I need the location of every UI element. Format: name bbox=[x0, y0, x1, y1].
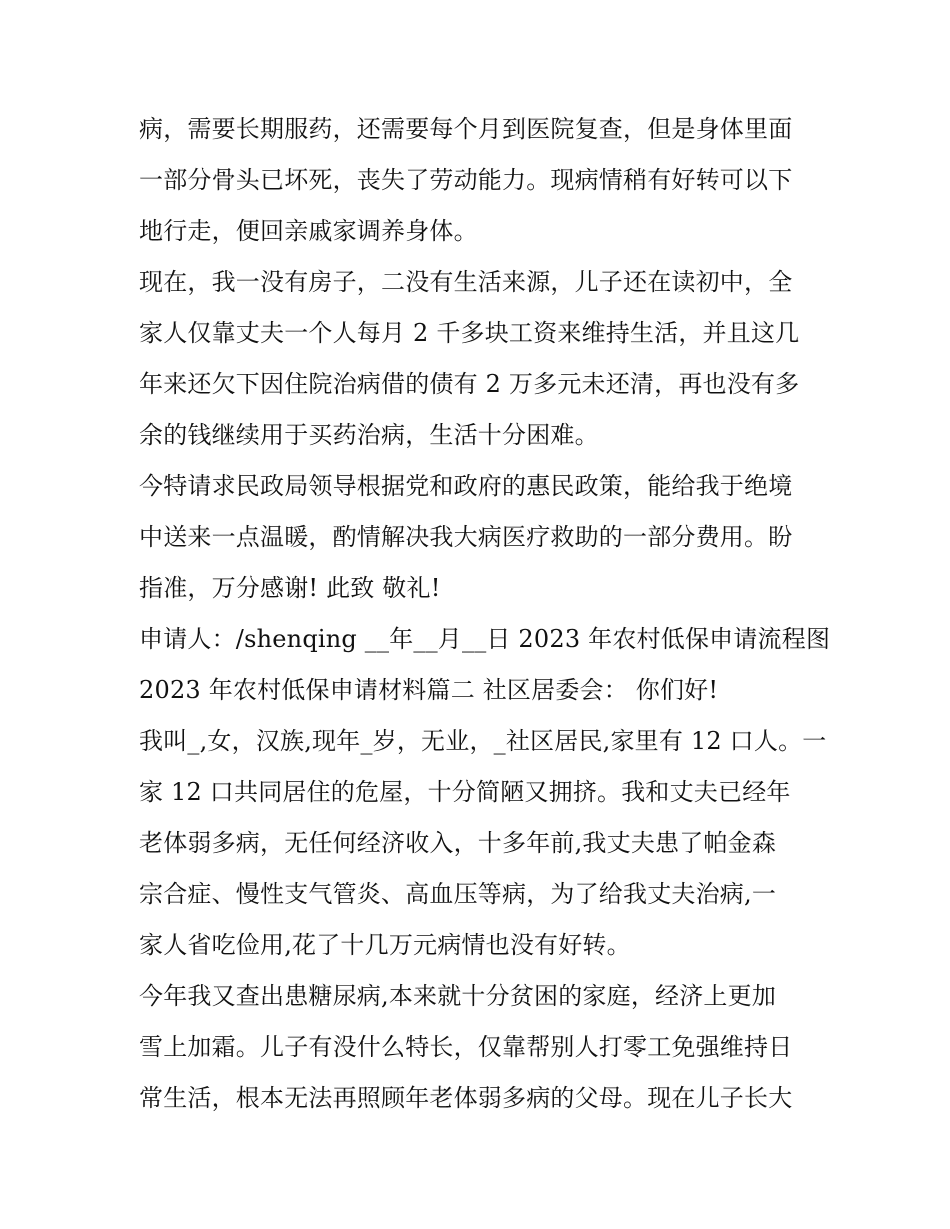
text-line: 指准，万分感谢! 此致 敬礼! bbox=[139, 574, 441, 602]
text-line: 余的钱继续用于买药治病，生活十分困难。 bbox=[139, 421, 599, 449]
text-line: 病，需要长期服药，还需要每个月到医院复查，但是身体里面 bbox=[139, 115, 793, 143]
text-line: 今年我又查出患糖尿病,本来就十分贫困的家庭，经济上更加 bbox=[139, 982, 777, 1010]
text-line: 常生活，根本无法再照顾年老体弱多病的父母。现在儿子长大 bbox=[139, 1084, 793, 1112]
text-line: 家 12 口共同居住的危屋，十分简陋又拥挤。我和丈夫已经年 bbox=[139, 778, 791, 806]
text-line: 宗合症、慢性支气管炎、高血压等病，为了给我丈夫治病,一 bbox=[139, 880, 777, 908]
text-line: 2023 年农村低保申请材料篇二 社区居委会： 你们好! bbox=[139, 676, 719, 704]
text-line: 中送来一点温暖，酌情解决我大病医疗救助的一部分费用。盼 bbox=[139, 523, 793, 551]
text-line: 家人省吃俭用,花了十几万元病情也没有好转。 bbox=[139, 931, 631, 959]
text-line: 一部分骨头已坏死，丧失了劳动能力。现病情稍有好转可以下 bbox=[139, 166, 793, 194]
text-line: 今特请求民政局领导根据党和政府的惠民政策，能给我于绝境 bbox=[139, 472, 793, 500]
text-line: 我叫_,女，汉族,现年_岁，无业，_社区居民,家里有 12 口人。一 bbox=[139, 727, 827, 755]
text-line: 地行走，便回亲戚家调养身体。 bbox=[139, 217, 478, 245]
document-body bbox=[139, 104, 829, 1124]
text-line: 老体弱多病，无任何经济收入，十多年前,我丈夫患了帕金森 bbox=[139, 829, 777, 857]
text-line: 申请人：/shenqing __年__月__日 2023 年农村低保申请流程图 bbox=[139, 625, 831, 653]
text-line: 雪上加霜。儿子有没什么特长，仅靠帮别人打零工免强维持日 bbox=[139, 1033, 793, 1061]
text-line: 现在，我一没有房子，二没有生活来源，儿子还在读初中，全 bbox=[139, 268, 793, 296]
text-line: 家人仅靠丈夫一个人每月 2 千多块工资来维持生活，并且这几 bbox=[139, 319, 800, 347]
text-line: 年来还欠下因住院治病借的债有 2 万多元未还清，再也没有多 bbox=[139, 370, 800, 398]
